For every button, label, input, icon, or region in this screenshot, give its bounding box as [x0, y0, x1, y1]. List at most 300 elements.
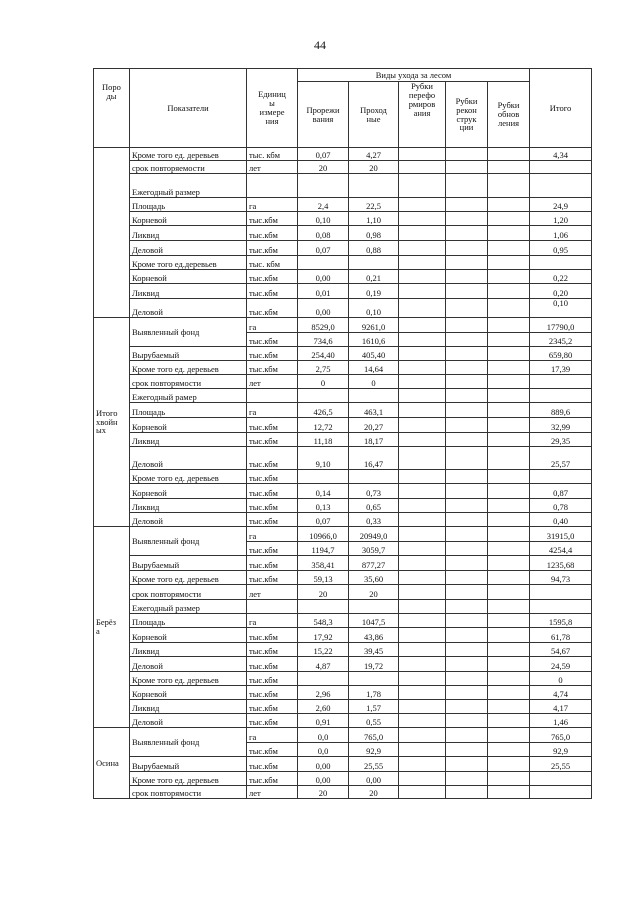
value-renewal [488, 643, 530, 657]
value-passage: 35,60 [349, 571, 399, 585]
value-reconstruction [446, 403, 488, 418]
value-reconstruction [446, 571, 488, 585]
value-thinning: 2,96 [298, 686, 349, 700]
value-thinning [298, 389, 349, 403]
table-row [94, 433, 592, 447]
value-passage: 39,45 [349, 643, 399, 657]
value-total: 1,46 [530, 714, 592, 728]
value-thinning: 20 [298, 585, 349, 600]
value-total: 765,0 [530, 728, 592, 743]
header-type-renewal [488, 82, 530, 148]
value-thinning: 15,22 [298, 643, 349, 657]
unit-cell: тыс.кбм [247, 270, 298, 284]
table-row [94, 757, 592, 772]
value-passage: 0,88 [349, 241, 399, 256]
value-passage: 20 [349, 585, 399, 600]
value-passage: 20949,0 [349, 527, 399, 542]
unit-cell: тыс.кбм [247, 212, 298, 226]
value-total: 0,87 [530, 484, 592, 499]
value-passage [349, 256, 399, 270]
table-row [94, 585, 592, 600]
value-total: 92,9 [530, 743, 592, 757]
value-thinning: 20 [298, 786, 349, 799]
value-total: 1235,68 [530, 556, 592, 571]
value-passage [349, 672, 399, 686]
table-row [94, 628, 592, 643]
value-total: 32,99 [530, 418, 592, 433]
value-thinning: 17,92 [298, 628, 349, 643]
value-passage [349, 389, 399, 403]
value-renewal [488, 714, 530, 728]
value-renewal [488, 174, 530, 198]
value-reformation [399, 256, 446, 270]
value-thinning: 20 [298, 161, 349, 174]
table-row [94, 728, 592, 743]
value-passage: 0 [349, 375, 399, 389]
unit-cell: тыс.кбм [247, 714, 298, 728]
value-passage: 92,9 [349, 743, 399, 757]
value-passage: 877,27 [349, 556, 399, 571]
value-total: 0,22 [530, 270, 592, 284]
value-thinning: 358,41 [298, 556, 349, 571]
value-passage: 4,27 [349, 148, 399, 161]
value-renewal [488, 628, 530, 643]
unit-cell: лет [247, 375, 298, 389]
indicator-label: Ликвид [130, 499, 247, 513]
value-reconstruction [446, 389, 488, 403]
species-cell-conifer-total [94, 318, 130, 527]
indicator-label: Выявленный фонд [130, 527, 247, 556]
table-row [94, 686, 592, 700]
header-type-passage [349, 82, 399, 148]
indicator-label: Кроме того ед. деревьев [130, 361, 247, 375]
value-passage: 18,17 [349, 433, 399, 447]
value-reconstruction [446, 700, 488, 714]
value-thinning: 0,07 [298, 241, 349, 256]
value-reformation [399, 226, 446, 241]
indicator-label: Кроме того ед. деревьев [130, 571, 247, 585]
value-total: 17790,0 [530, 318, 592, 333]
value-total: 2345,2 [530, 333, 592, 347]
indicator-label: Площадь [130, 614, 247, 628]
value-passage: 1,78 [349, 686, 399, 700]
value-passage: 0,73 [349, 484, 399, 499]
value-thinning [298, 174, 349, 198]
value-reconstruction [446, 614, 488, 628]
value-total [530, 600, 592, 614]
table-row [94, 418, 592, 433]
unit-cell [247, 600, 298, 614]
value-renewal [488, 361, 530, 375]
value-reformation [399, 686, 446, 700]
indicator-label: Ежегодный размер [130, 174, 247, 198]
value-passage: 3059,7 [349, 542, 399, 556]
table-row [94, 643, 592, 657]
unit-cell: тыс.кбм [247, 470, 298, 484]
unit-cell: тыс.кбм [247, 433, 298, 447]
species-name: Осина [96, 757, 119, 768]
value-renewal [488, 318, 530, 333]
value-reformation [399, 361, 446, 375]
table-row [94, 361, 592, 375]
unit-cell: тыс.кбм [247, 513, 298, 527]
value-total: 1,06 [530, 226, 592, 241]
unit-cell: тыс.кбм [247, 284, 298, 299]
table-row [94, 513, 592, 527]
table-row [94, 571, 592, 585]
value-reconstruction [446, 672, 488, 686]
value-renewal [488, 556, 530, 571]
unit-cell: га [247, 527, 298, 542]
value-reformation [399, 786, 446, 799]
value-reconstruction [446, 556, 488, 571]
value-thinning: 0,08 [298, 226, 349, 241]
value-reconstruction [446, 212, 488, 226]
value-passage: 765,0 [349, 728, 399, 743]
table-row [94, 447, 592, 470]
table-row [94, 347, 592, 361]
value-reconstruction [446, 270, 488, 284]
value-reconstruction [446, 513, 488, 527]
value-reconstruction [446, 757, 488, 772]
value-renewal [488, 375, 530, 389]
value-reconstruction [446, 484, 488, 499]
unit-cell: тыс.кбм [247, 556, 298, 571]
value-passage: 0,55 [349, 714, 399, 728]
value-thinning: 11,18 [298, 433, 349, 447]
value-reconstruction [446, 686, 488, 700]
table-row [94, 375, 592, 389]
value-renewal [488, 513, 530, 527]
value-renewal [488, 542, 530, 556]
unit-cell: тыс.кбм [247, 700, 298, 714]
value-reformation [399, 389, 446, 403]
table-row [94, 318, 592, 333]
unit-cell: тыс.кбм [247, 571, 298, 585]
indicator-label: Деловой [130, 241, 247, 256]
indicator-label: Вырубаемый [130, 556, 247, 571]
value-thinning: 9,10 [298, 447, 349, 470]
value-renewal [488, 270, 530, 284]
species-cell-continued [94, 148, 130, 318]
species-cell-birch [94, 527, 130, 728]
table-row [94, 672, 592, 686]
value-thinning: 0,00 [298, 270, 349, 284]
indicator-label: Деловой [130, 657, 247, 672]
indicator-label: Корневой [130, 212, 247, 226]
value-reformation [399, 513, 446, 527]
value-thinning: 254,40 [298, 347, 349, 361]
header-type-4-text: Рубки рекон струк ции [455, 95, 478, 133]
unit-cell [247, 174, 298, 198]
value-reformation [399, 600, 446, 614]
indicator-label: Ликвид [130, 700, 247, 714]
unit-cell: тыс.кбм [247, 333, 298, 347]
value-total: 4,17 [530, 700, 592, 714]
table-row [94, 389, 592, 403]
value-renewal [488, 499, 530, 513]
value-reformation [399, 318, 446, 333]
value-reformation [399, 270, 446, 284]
value-renewal [488, 585, 530, 600]
value-thinning: 59,13 [298, 571, 349, 585]
indicator-label: Ликвид [130, 643, 247, 657]
value-reformation [399, 672, 446, 686]
value-reconstruction [446, 585, 488, 600]
indicator-label: Деловой [130, 513, 247, 527]
value-reformation [399, 161, 446, 174]
value-reformation [399, 585, 446, 600]
value-total: 1,20 [530, 212, 592, 226]
species-name: Берёз а [96, 617, 117, 636]
value-reconstruction [446, 643, 488, 657]
value-passage: 1,57 [349, 700, 399, 714]
value-reconstruction [446, 772, 488, 786]
value-reconstruction [446, 148, 488, 161]
unit-cell: тыс.кбм [247, 347, 298, 361]
value-passage: 0,10 [349, 299, 399, 318]
value-reconstruction [446, 198, 488, 212]
indicator-label: Выявленный фонд [130, 318, 247, 347]
indicator-label: срок повторямости [130, 585, 247, 600]
value-total [530, 256, 592, 270]
value-reformation [399, 757, 446, 772]
table-row [94, 657, 592, 672]
indicator-label: срок повторяемости [130, 161, 247, 174]
value-passage: 25,55 [349, 757, 399, 772]
header-type-reformation [399, 82, 446, 148]
value-reformation [399, 499, 446, 513]
value-total: 0,10 [530, 299, 592, 318]
value-renewal [488, 571, 530, 585]
value-total: 0,95 [530, 241, 592, 256]
value-renewal [488, 657, 530, 672]
value-renewal [488, 700, 530, 714]
value-total: 24,59 [530, 657, 592, 672]
value-thinning: 0,14 [298, 484, 349, 499]
table-row [94, 527, 592, 542]
indicator-label: Вырубаемый [130, 757, 247, 772]
value-total [530, 772, 592, 786]
value-renewal [488, 772, 530, 786]
value-renewal [488, 447, 530, 470]
header-type-1-text: Прорежи вания [306, 104, 340, 124]
indicator-label: Кроме того ед. деревьев [130, 772, 247, 786]
unit-cell: га [247, 318, 298, 333]
value-renewal [488, 672, 530, 686]
unit-cell: тыс.кбм [247, 226, 298, 241]
table-row [94, 556, 592, 571]
unit-cell: га [247, 614, 298, 628]
value-renewal [488, 470, 530, 484]
header-species-text: Поро ды [102, 82, 121, 101]
value-passage: 20 [349, 786, 399, 799]
value-total: 25,55 [530, 757, 592, 772]
value-reformation [399, 433, 446, 447]
indicator-label: срок повторямости [130, 786, 247, 799]
value-thinning: 0 [298, 375, 349, 389]
indicator-label: Ежегодный размер [130, 600, 247, 614]
unit-cell: лет [247, 161, 298, 174]
value-renewal [488, 212, 530, 226]
value-reformation [399, 212, 446, 226]
header-type-3-text: Рубки перефо рмиров ания [408, 81, 436, 118]
value-reconstruction [446, 347, 488, 361]
table-row [94, 700, 592, 714]
value-renewal [488, 198, 530, 212]
unit-cell: тыс.кбм [247, 418, 298, 433]
value-total: 889,6 [530, 403, 592, 418]
value-renewal [488, 256, 530, 270]
value-thinning: 0,00 [298, 757, 349, 772]
indicator-label: Деловой [130, 299, 247, 318]
value-reconstruction [446, 241, 488, 256]
value-thinning [298, 600, 349, 614]
indicator-label: Корневой [130, 628, 247, 643]
value-reformation [399, 743, 446, 757]
value-reformation [399, 628, 446, 643]
unit-cell: тыс.кбм [247, 743, 298, 757]
value-reconstruction [446, 657, 488, 672]
value-total: 29,35 [530, 433, 592, 447]
value-reconstruction [446, 361, 488, 375]
header-type-thinning [298, 82, 349, 148]
indicator-label: Вырубаемый [130, 347, 247, 361]
value-passage: 16,47 [349, 447, 399, 470]
value-total: 31915,0 [530, 527, 592, 542]
value-passage: 0,33 [349, 513, 399, 527]
value-reconstruction [446, 299, 488, 318]
value-total [530, 786, 592, 799]
value-reformation [399, 527, 446, 542]
value-thinning [298, 672, 349, 686]
value-total: 1595,8 [530, 614, 592, 628]
value-reformation [399, 571, 446, 585]
value-renewal [488, 786, 530, 799]
value-reformation [399, 657, 446, 672]
indicator-label: Кроме того ед. деревьев [130, 672, 247, 686]
indicator-label: Ликвид [130, 284, 247, 299]
value-reconstruction [446, 600, 488, 614]
value-reconstruction [446, 284, 488, 299]
indicator-label: Кроме того ед.деревьев [130, 256, 247, 270]
value-renewal [488, 527, 530, 542]
value-total: 0 [530, 672, 592, 686]
value-total: 4254,4 [530, 542, 592, 556]
page-number: 44 [314, 38, 326, 52]
value-total: 94,73 [530, 571, 592, 585]
unit-cell: тыс. кбм [247, 256, 298, 270]
value-total: 17,39 [530, 361, 592, 375]
value-passage: 0,98 [349, 226, 399, 241]
unit-cell: тыс. кбм [247, 148, 298, 161]
table-row [94, 161, 592, 174]
table-row [94, 241, 592, 256]
header-type-2-text: Проход ные [360, 104, 387, 124]
table-row [94, 148, 592, 161]
indicator-label: Корневой [130, 686, 247, 700]
value-passage: 0,21 [349, 270, 399, 284]
unit-cell [247, 389, 298, 403]
header-unit [247, 69, 298, 148]
table-row [94, 403, 592, 418]
value-thinning: 548,3 [298, 614, 349, 628]
value-reconstruction [446, 499, 488, 513]
table-row [94, 484, 592, 499]
table-row [94, 600, 592, 614]
value-thinning: 0,0 [298, 743, 349, 757]
value-reformation [399, 614, 446, 628]
indicator-label: срок повторямости [130, 375, 247, 389]
value-passage: 405,40 [349, 347, 399, 361]
unit-cell: тыс.кбм [247, 484, 298, 499]
unit-cell: лет [247, 786, 298, 799]
unit-cell: га [247, 728, 298, 743]
value-reformation [399, 470, 446, 484]
value-passage: 43,86 [349, 628, 399, 643]
species-name: Итого хвойн ых [96, 407, 118, 436]
value-thinning [298, 470, 349, 484]
table-row [94, 499, 592, 513]
value-reformation [399, 643, 446, 657]
value-reconstruction [446, 628, 488, 643]
table-row [94, 226, 592, 241]
value-passage [349, 600, 399, 614]
unit-cell: тыс.кбм [247, 686, 298, 700]
value-reformation [399, 403, 446, 418]
value-renewal [488, 389, 530, 403]
value-renewal [488, 333, 530, 347]
value-reformation [399, 333, 446, 347]
unit-cell: га [247, 198, 298, 212]
value-reconstruction [446, 256, 488, 270]
value-renewal [488, 241, 530, 256]
header-group: Виды ухода за лесом [298, 69, 530, 82]
value-total [530, 174, 592, 198]
value-renewal [488, 614, 530, 628]
unit-cell: тыс.кбм [247, 672, 298, 686]
value-renewal [488, 284, 530, 299]
table-row [94, 470, 592, 484]
value-reformation [399, 772, 446, 786]
value-thinning: 426,5 [298, 403, 349, 418]
unit-cell: тыс.кбм [247, 643, 298, 657]
value-renewal [488, 161, 530, 174]
value-total: 0,78 [530, 499, 592, 513]
table-row [94, 198, 592, 212]
indicator-label: Кроме того ед. деревьев [130, 148, 247, 161]
value-reconstruction [446, 743, 488, 757]
value-passage: 1047,5 [349, 614, 399, 628]
unit-cell: тыс.кбм [247, 628, 298, 643]
value-reformation [399, 198, 446, 212]
value-thinning: 0,07 [298, 513, 349, 527]
value-reformation [399, 556, 446, 571]
value-renewal [488, 600, 530, 614]
value-reconstruction [446, 318, 488, 333]
value-reformation [399, 484, 446, 499]
unit-cell: тыс.кбм [247, 499, 298, 513]
value-reconstruction [446, 333, 488, 347]
indicator-label: Деловой [130, 714, 247, 728]
header-type-reconstruction [446, 82, 488, 148]
unit-cell: тыс.кбм [247, 447, 298, 470]
indicator-label: Корневой [130, 418, 247, 433]
table-row [94, 786, 592, 799]
value-reconstruction [446, 728, 488, 743]
value-total: 24,9 [530, 198, 592, 212]
value-reformation [399, 447, 446, 470]
